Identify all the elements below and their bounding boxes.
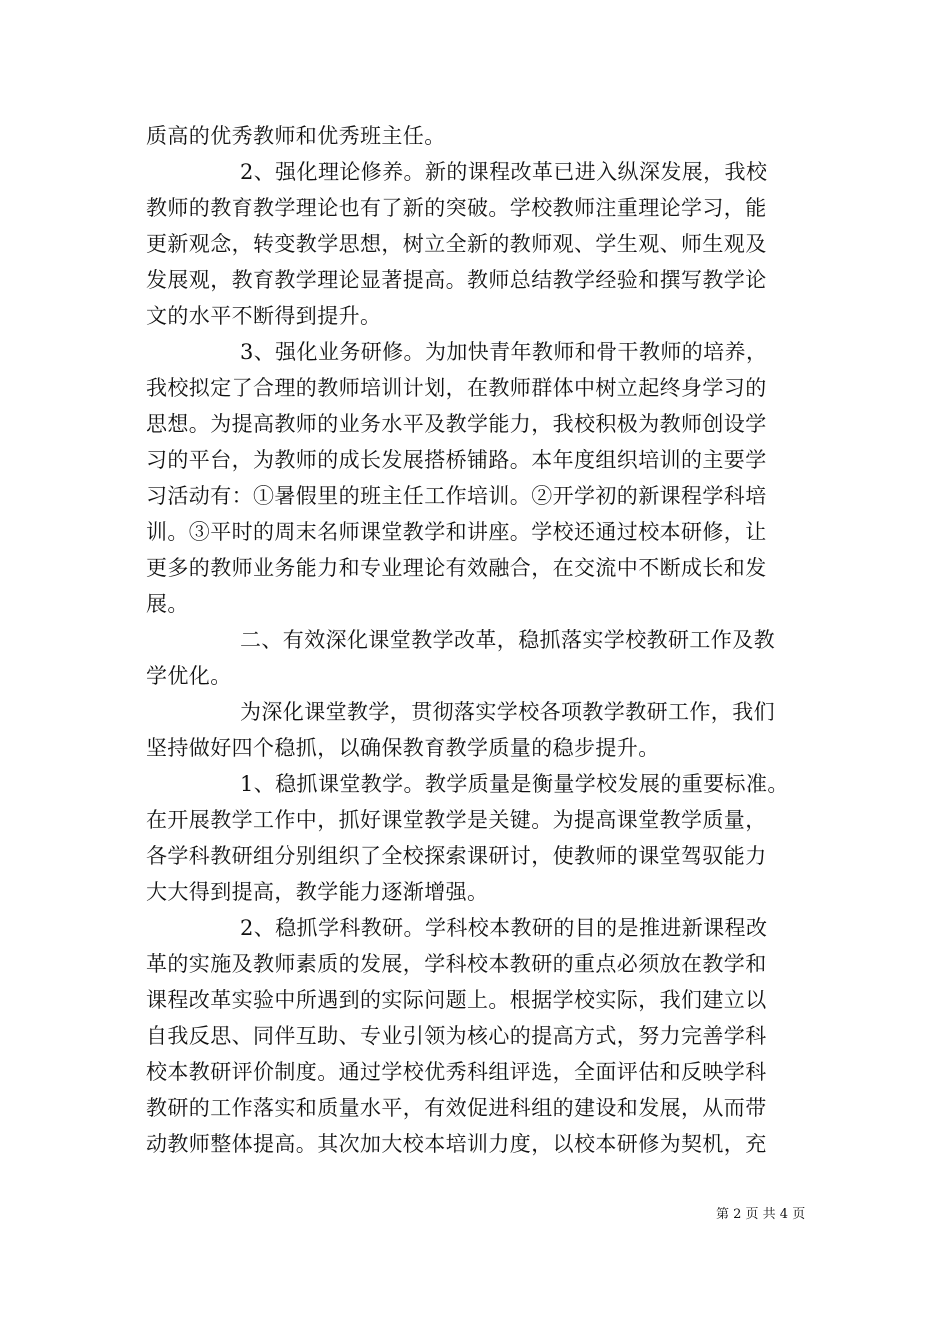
text-line: 学优化。 — [146, 664, 232, 688]
text-line: 各学科教研组分别组织了全校探索课研讨，使教师的课堂驾驭能力 — [146, 844, 767, 868]
text-line: 自我反思、同伴互助、专业引领为核心的提高方式，努力完善学科 — [146, 1024, 767, 1048]
text-line: 训。③平时的周末名师课堂教学和讲座。学校还通过校本研修，让 — [146, 520, 767, 544]
text-line: 习的平台，为教师的成长发展搭桥铺路。本年度组织培训的主要学 — [146, 448, 767, 472]
text-line: 2、稳抓学科教研。学科校本教研的目的是推进新课程改 — [240, 916, 768, 940]
text-line: 展。 — [146, 592, 189, 616]
text-line: 校本教研评价制度。通过学校优秀科组评选，全面评估和反映学科 — [146, 1060, 767, 1084]
text-line: 二、有效深化课堂教学改革，稳抓落实学校教研工作及教 — [240, 628, 775, 652]
text-line: 更新观念，转变教学思想，树立全新的教师观、学生观、师生观及 — [146, 232, 767, 256]
page-number-footer: 第 2 页 共 4 页 — [716, 1207, 806, 1222]
text-line: 动教师整体提高。其次加大校本培训力度，以校本研修为契机，充 — [146, 1132, 767, 1156]
text-line: 更多的教师业务能力和专业理论有效融合，在交流中不断成长和发 — [146, 556, 767, 580]
text-line: 3、强化业务研修。为加快青年教师和骨干教师的培养， — [240, 340, 768, 364]
text-line: 教研的工作落实和质量水平，有效促进科组的建设和发展，从而带 — [146, 1096, 767, 1120]
text-line: 1、稳抓课堂教学。教学质量是衡量学校发展的重要标准。 — [240, 772, 789, 796]
text-line: 习活动有：①暑假里的班主任工作培训。②开学初的新课程学科培 — [146, 484, 767, 508]
document-body — [146, 118, 826, 1162]
text-line: 课程改革实验中所遇到的实际问题上。根据学校实际，我们建立以 — [146, 988, 767, 1012]
text-line: 我校拟定了合理的教师培训计划，在教师群体中树立起终身学习的 — [146, 376, 767, 400]
text-line: 革的实施及教师素质的发展，学科校本教研的重点必须放在教学和 — [146, 952, 767, 976]
text-line: 文的水平不断得到提升。 — [146, 304, 382, 328]
text-line: 在开展教学工作中，抓好课堂教学是关键。为提高课堂教学质量， — [146, 808, 767, 832]
text-line: 发展观，教育教学理论显著提高。教师总结教学经验和撰写教学论 — [146, 268, 767, 292]
text-line: 2、强化理论修养。新的课程改革已进入纵深发展，我校 — [240, 160, 768, 184]
text-line: 坚持做好四个稳抓，以确保教育教学质量的稳步提升。 — [146, 736, 660, 760]
text-line: 教师的教育教学理论也有了新的突破。学校教师注重理论学习，能 — [146, 196, 767, 220]
text-line: 质高的优秀教师和优秀班主任。 — [146, 124, 446, 148]
text-line: 思想。为提高教师的业务水平及教学能力，我校积极为教师创设学 — [146, 412, 767, 436]
text-line: 为深化课堂教学，贯彻落实学校各项教学教研工作，我们 — [240, 700, 775, 724]
text-line: 大大得到提高，教学能力逐渐增强。 — [146, 880, 489, 904]
